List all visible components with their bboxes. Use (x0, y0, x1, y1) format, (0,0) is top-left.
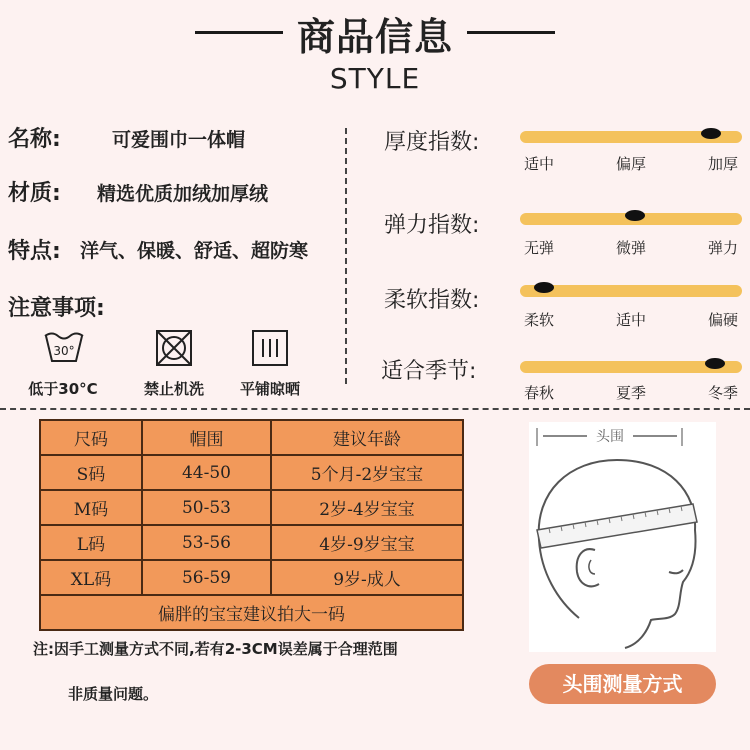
name-value: 可爱围巾一体帽 (112, 129, 246, 151)
table-footer-row (40, 595, 463, 630)
cell-head-circ: 56-59 (142, 560, 271, 595)
cell-age: 4岁-9岁宝宝 (271, 525, 463, 560)
material-label: 材质: (8, 181, 61, 206)
care-item-dry-flat (230, 330, 310, 399)
header-head-circ: 帽围 (142, 420, 271, 455)
index-bar (520, 285, 742, 297)
head-circ-label: 头围 (596, 429, 624, 445)
feature-value: 洋气、保暖、舒适、超防寒 (80, 240, 309, 262)
head-measure-button: 头围测量方式 (529, 664, 716, 704)
no-machine-wash-icon (155, 330, 193, 366)
scale-high: 冬季 (707, 384, 738, 402)
scale-mid: 偏厚 (615, 155, 646, 173)
notes-label: 注意事项: (8, 296, 105, 321)
scale-high: 弹力 (707, 239, 738, 257)
note-line-1: 注:因手工测量方式不同,若有2-3CM误差属于合理范围 (33, 640, 398, 658)
header-size: 尺码 (40, 420, 142, 455)
feature-label: 特点: (8, 239, 61, 264)
scale-mid: 微弹 (615, 239, 646, 257)
header-age: 建议年龄 (271, 420, 463, 455)
name-label: 名称: (8, 127, 61, 152)
table-row (40, 560, 463, 595)
index-scale (524, 309, 738, 330)
index-bar (520, 361, 742, 373)
scale-mid: 适中 (615, 311, 646, 329)
index-scale (524, 153, 738, 174)
care-label-no-machine: 禁止机洗 (143, 380, 204, 398)
svg-text:30°: 30° (53, 344, 75, 358)
cell-size: M码 (40, 490, 142, 525)
cell-head-circ: 53-56 (142, 525, 271, 560)
cell-age: 2岁-4岁宝宝 (271, 490, 463, 525)
cell-size: XL码 (40, 560, 142, 595)
index-scale (524, 382, 738, 403)
care-item-wash (26, 330, 100, 399)
page-title: 商品信息 (296, 15, 453, 59)
page-subtitle: STYLE (329, 62, 421, 95)
index-marker (701, 128, 721, 139)
header-line-right (467, 31, 555, 34)
table-row (40, 490, 463, 525)
cell-size: S码 (40, 455, 142, 490)
index-label: 适合季节: (381, 359, 477, 384)
horizontal-divider (0, 408, 750, 410)
cell-head-circ: 44-50 (142, 455, 271, 490)
cell-head-circ: 50-53 (142, 490, 271, 525)
care-label-wash: 低于30°C (28, 380, 98, 398)
vertical-divider (345, 128, 347, 384)
table-footer: 偏胖的宝宝建议拍大一码 (40, 595, 463, 630)
dry-flat-icon (251, 330, 289, 366)
scale-low: 柔软 (524, 311, 555, 329)
index-label: 厚度指数: (384, 130, 480, 155)
index-marker (534, 282, 554, 293)
index-label: 弹力指数: (384, 213, 480, 238)
index-scale (524, 237, 738, 258)
cell-age: 9岁-成人 (271, 560, 463, 595)
wash-30-icon (44, 330, 82, 366)
scale-low: 适中 (524, 155, 555, 173)
table-row (40, 525, 463, 560)
cell-size: L码 (40, 525, 142, 560)
care-label-dry-flat: 平铺晾晒 (239, 380, 300, 398)
scale-low: 无弹 (524, 239, 555, 257)
size-table (39, 419, 464, 631)
note-line-2: 非质量问题。 (68, 685, 159, 703)
index-bar (520, 213, 742, 225)
scale-low: 春秋 (524, 384, 555, 402)
head-illustration (529, 422, 716, 652)
scale-high: 加厚 (707, 155, 738, 173)
cell-age: 5个月-2岁宝宝 (271, 455, 463, 490)
table-row (40, 455, 463, 490)
head-diagram (529, 422, 716, 652)
index-label: 柔软指数: (384, 288, 480, 313)
care-item-no-machine (134, 330, 214, 399)
index-bar (520, 131, 742, 143)
index-marker (625, 210, 645, 221)
scale-high: 偏硬 (707, 311, 738, 329)
material-value: 精选优质加绒加厚绒 (97, 183, 269, 205)
index-marker (705, 358, 725, 369)
table-header-row (40, 420, 463, 455)
scale-mid: 夏季 (615, 384, 646, 402)
